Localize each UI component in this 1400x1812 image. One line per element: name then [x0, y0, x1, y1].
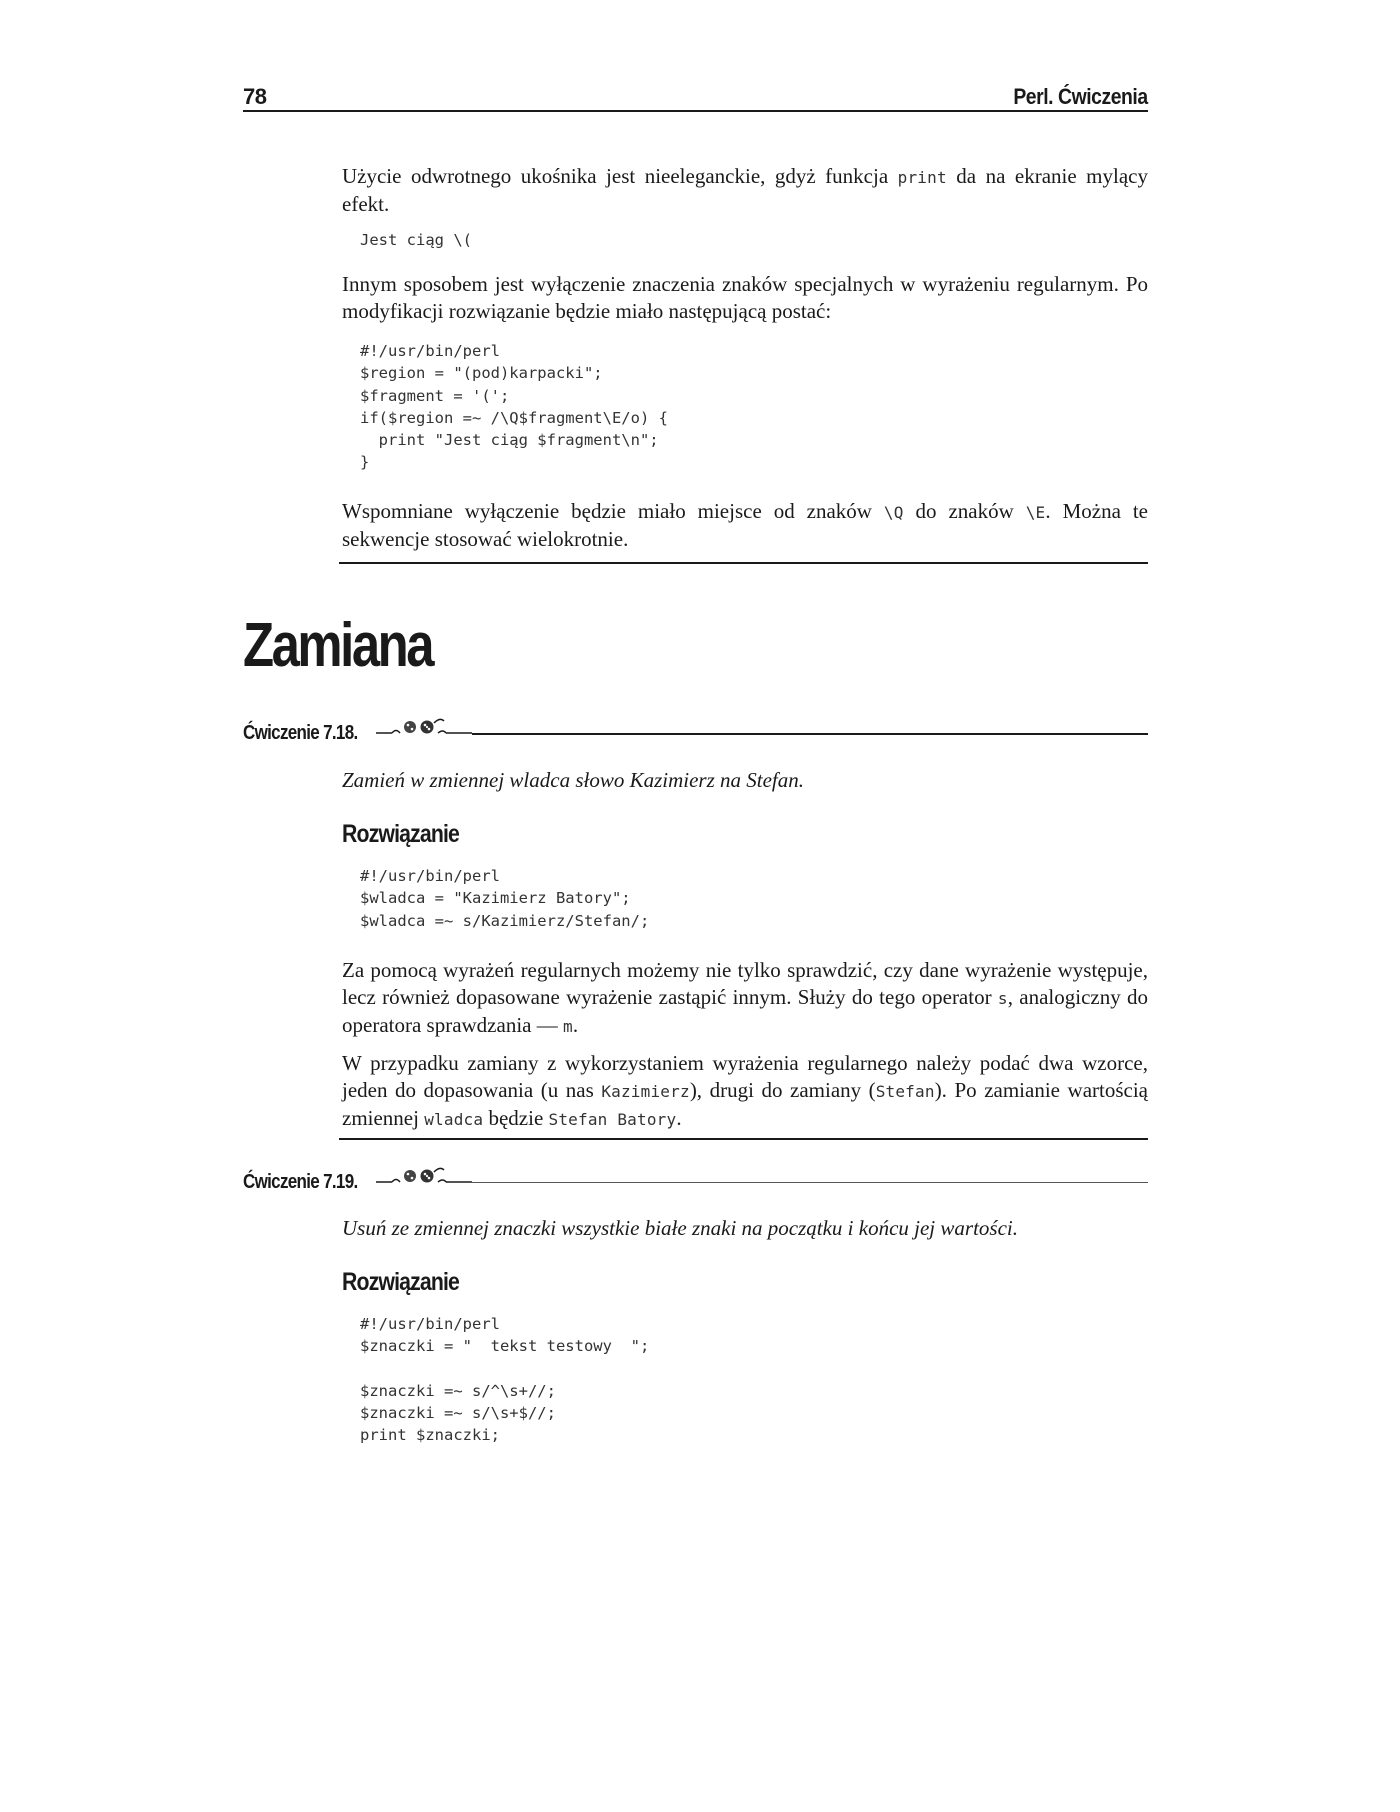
inline-code: print [897, 168, 947, 187]
dice-ornament-icon [376, 716, 472, 740]
inline-code: wladca [424, 1110, 484, 1129]
inline-code: \Q [883, 503, 904, 522]
intro-paragraph-3: Wspomniane wyłączenie będzie miało miejsce od znaków \Q do znaków \E. Można te sekwencje stosować wielokrotnie. [342, 499, 1148, 551]
exercise-label: Ćwiczenie 7.19. [243, 1171, 358, 1193]
code-line: print "Jest ciąg $fragment\n"; [360, 431, 659, 450]
exercise-718-paragraph-1: Za pomocą wyrażeń regularnych możemy nie tylko sprawdzić, czy dane wyrażenie występuje, lecz również dopasowane wyrażenie zastąpić innym. Służy do tego operator s, analogiczny do operatora sprawdzania — m. [342, 958, 1148, 1037]
code-line: $znaczki =~ s/\s+$//; [360, 1404, 556, 1423]
solution-heading: Rozwiązanie [342, 1268, 460, 1296]
intro-paragraph-2: Innym sposobem jest wyłączenie znaczenia znaków specjalnych w wyrażeniu regularnym. Po modyfikacji rozwiązanie będzie miało następującą postać: [342, 272, 1148, 323]
block-end-rule [339, 1138, 1148, 1140]
running-header-title: Perl. Ćwiczenia [1013, 84, 1148, 109]
code-line: $znaczki = " tekst testowy "; [360, 1337, 650, 1356]
code-line: } [360, 453, 370, 472]
dice-ornament-icon [376, 1165, 472, 1189]
exercise-rule [472, 733, 1148, 735]
code-line: #!/usr/bin/perl [360, 1315, 500, 1333]
exercise-task: Zamień w zmiennej wladca słowo Kazimierz na Stefan. [342, 768, 804, 792]
header-rule [243, 110, 1148, 112]
section-title: Zamiana [243, 611, 433, 680]
page-number: 78 [243, 84, 267, 109]
inline-code: Stefan [875, 1082, 935, 1101]
code-line: $wladca =~ s/Kazimierz/Stefan/; [360, 911, 650, 930]
output-line: Jest ciąg \( [360, 231, 472, 249]
inline-code: s [997, 989, 1008, 1008]
solution-heading: Rozwiązanie [342, 820, 460, 848]
code-line: print $znaczki; [360, 1426, 500, 1445]
inline-code: Stefan Batory [548, 1110, 677, 1129]
code-block-intro [360, 340, 668, 474]
code-line: $znaczki =~ s/^\s+//; [360, 1381, 556, 1400]
code-block-718 [360, 865, 649, 932]
exercise-label: Ćwiczenie 7.18. [243, 722, 358, 744]
code-line: #!/usr/bin/perl [360, 342, 500, 360]
inline-code: Kazimierz [601, 1082, 690, 1101]
code-line: #!/usr/bin/perl [360, 867, 500, 885]
code-block-719 [360, 1313, 649, 1447]
exercise-rule [472, 1182, 1148, 1183]
block-end-rule [339, 562, 1148, 564]
code-line: $wladca = "Kazimierz Batory"; [360, 889, 631, 908]
exercise-task: Usuń ze zmiennej znaczki wszystkie białe znaki na początku i końcu jej wartości. [342, 1216, 1018, 1240]
inline-code: \E [1025, 503, 1046, 522]
code-line: if($region =~ /\Q$fragment\E/o) { [360, 408, 668, 427]
code-line: $region = "(pod)karpacki"; [360, 364, 603, 383]
intro-paragraph-1: Użycie odwrotnego ukośnika jest nieeleganckie, gdyż funkcja print da na ekranie mylący efekt. [342, 164, 1148, 216]
exercise-718-paragraph-2: W przypadku zamiany z wykorzystaniem wyrażenia regularnego należy podać dwa wzorce, jeden do dopasowania (u nas Kazimierz), drugi do zamiany (Stefan). Po zamianie wartością zmiennej wladca będzie Stefan Batory. [342, 1051, 1148, 1130]
inline-code: m [562, 1017, 573, 1036]
code-line: $fragment = '('; [360, 386, 510, 405]
